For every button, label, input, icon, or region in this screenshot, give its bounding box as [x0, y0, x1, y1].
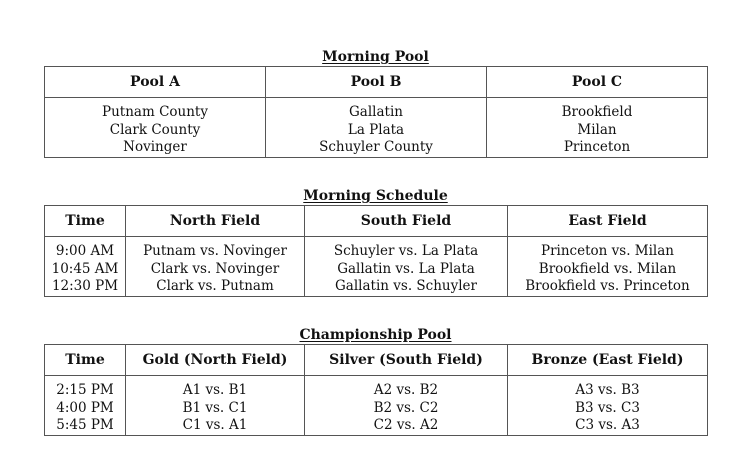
pool-b-header: Pool B [266, 67, 487, 98]
table-header-row [45, 206, 708, 237]
match: A2 vs. B2 [373, 382, 439, 398]
team-name: Gallatin [349, 104, 403, 120]
match: Clark vs. Novinger [150, 260, 280, 277]
time-value: 2:15 PM [56, 382, 114, 398]
match: Clark vs. Putnam [156, 278, 274, 294]
gold-header: Gold (North Field) [126, 345, 305, 376]
time-value: 9:00 AM [55, 243, 115, 259]
pool-a-teams [45, 98, 266, 158]
time-cell [45, 237, 126, 297]
morning-schedule-section [44, 187, 707, 297]
team-name: Schuyler County [319, 139, 433, 155]
team-name: Milan [577, 121, 617, 138]
match: B1 vs. C1 [182, 399, 248, 416]
match: Schuyler vs. La Plata [333, 243, 479, 259]
pool-c-teams [487, 98, 708, 158]
team-name: Putnam County [102, 104, 208, 120]
championship-pool-title: Championship Pool [299, 327, 452, 343]
time-header: Time [45, 206, 126, 237]
gold-matches [126, 376, 305, 436]
silver-matches [305, 376, 508, 436]
match: Brookfield vs. Milan [538, 260, 677, 277]
time-header: Time [45, 345, 126, 376]
match: Gallatin vs. Schuyler [335, 278, 477, 294]
match: Princeton vs. Milan [541, 243, 674, 259]
team-name: Clark County [109, 121, 201, 138]
pool-a-header: Pool A [45, 67, 266, 98]
time-cell [45, 376, 126, 436]
table-row [45, 237, 708, 297]
match: B2 vs. C2 [373, 399, 439, 416]
morning-pool-section [44, 48, 707, 158]
table-header-row [45, 67, 708, 98]
north-field-matches [126, 237, 305, 297]
pool-c-header: Pool C [487, 67, 708, 98]
time-value: 12:30 PM [51, 278, 119, 294]
match: Brookfield vs. Princeton [525, 278, 690, 294]
match: Putnam vs. Novinger [143, 243, 287, 259]
morning-schedule-title: Morning Schedule [303, 188, 448, 204]
table-header-row [45, 345, 708, 376]
north-field-header: North Field [126, 206, 305, 237]
table-row [45, 376, 708, 436]
morning-schedule-table [44, 205, 708, 297]
bronze-header: Bronze (East Field) [508, 345, 708, 376]
south-field-header: South Field [305, 206, 508, 237]
table-row [45, 98, 708, 158]
championship-pool-section [44, 326, 707, 436]
match: C2 vs. A2 [373, 417, 439, 433]
match: C3 vs. A3 [575, 417, 640, 433]
south-field-matches [305, 237, 508, 297]
silver-header: Silver (South Field) [305, 345, 508, 376]
time-value: 10:45 AM [51, 260, 119, 277]
time-value: 4:00 PM [56, 399, 114, 416]
match: A1 vs. B1 [182, 382, 248, 398]
pool-b-teams [266, 98, 487, 158]
team-name: La Plata [347, 121, 405, 138]
morning-pool-title: Morning Pool [322, 49, 429, 65]
match: B3 vs. C3 [575, 399, 640, 416]
team-name: Princeton [563, 139, 631, 155]
bronze-matches [508, 376, 708, 436]
championship-pool-table [44, 344, 708, 436]
east-field-matches [508, 237, 708, 297]
match: C1 vs. A1 [182, 417, 248, 433]
match: A3 vs. B3 [575, 382, 640, 398]
match: Gallatin vs. La Plata [337, 260, 475, 277]
east-field-header: East Field [508, 206, 708, 237]
time-value: 5:45 PM [56, 417, 114, 433]
team-name: Brookfield [561, 104, 633, 120]
morning-pool-table [44, 66, 708, 158]
team-name: Novinger [123, 139, 187, 155]
